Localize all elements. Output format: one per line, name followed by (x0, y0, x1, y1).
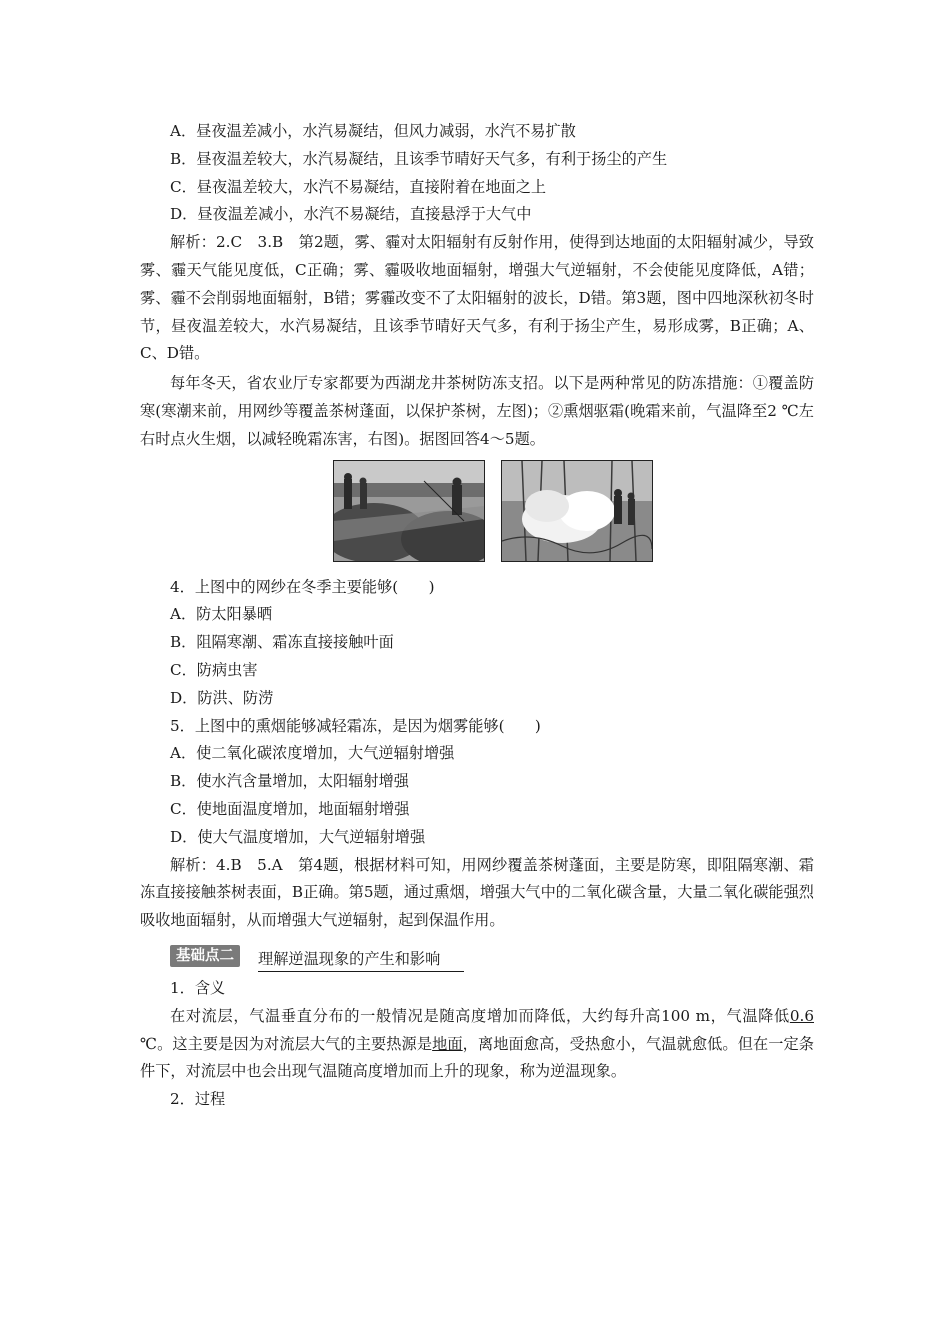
q5-option-d: D．使大气温度增加，大气逆辐射增强 (170, 827, 426, 846)
q5-option-b: B．使水汽含量增加，太阳辐射增强 (170, 772, 409, 791)
q4-stem: 4．上图中的网纱在冬季主要能够( ) (170, 577, 435, 596)
analysis-q2-q3: 解析：2.C 3.B 第2题，雾、霾对太阳辐射有反射作用，使得到达地面的太阳辐射减少，导致雾、霾天气能见度低，C正确；雾、霾吸收地面辐射，增强大气逆辐射，不会使能见度降低，A错；雾、霾不会削弱地面辐射，B错；雾霾改变不了太阳辐射的波长，D错。第3题，图中四地深秋初冬时节，昼夜温差较大，水汽易凝结，且该季节晴好天气多，有利于扬尘产生，易形成雾，B正确；A、C、D错。 (140, 233, 814, 363)
item-2-heading: 2．过程 (170, 1090, 226, 1109)
q3-option-d: D．昼夜温差减小，水汽不易凝结，直接悬浮于大气中 (170, 205, 532, 224)
q5-stem: 5．上图中的熏烟能够减轻霜冻，是因为烟雾能够( ) (170, 716, 541, 735)
section-badge: 基础点二 (170, 945, 240, 967)
section-header (140, 941, 814, 975)
lapse-rate-value: 0.6 (789, 1006, 814, 1025)
q5-option-c: C．使地面温度增加，地面辐射增强 (170, 799, 410, 818)
definition-text-1: 在对流层，气温垂直分布的一般情况是随高度增加而降低，大约每升高100 m，气温降低 (170, 1006, 790, 1025)
definition-text-3: ，离地面愈高，受热愈小，气温就愈低。但在一定条件下，对流层中也会出现气温随高度增加而上升的现象，称为逆温现象。 (140, 1034, 814, 1081)
heat-source-value: 地面 (432, 1034, 463, 1053)
analysis-q4-q5: 解析：4.B 5.A 第4题，根据材料可知，用网纱覆盖茶树蓬面，主要是防寒，即阻隔寒潮、霜冻直接接触茶树表面，B正确。第5题，通过熏烟，增强大气中的二氧化碳含量，大量二氧化碳能强烈吸收地面辐射，从而增强大气逆辐射，起到保温作用。 (140, 855, 814, 930)
definition-text-2: ℃。这主要是因为对流层大气的主要热源是 (140, 1034, 433, 1053)
document-page (140, 118, 814, 1114)
smoke-frost-photo (501, 460, 653, 562)
q4-option-b: B．阻隔寒潮、霜冻直接接触叶面 (170, 633, 394, 652)
figure-row (140, 460, 814, 568)
material-q4-q5: 每年冬天，省农业厅专家都要为西湖龙井茶树防冻支招。以下是两种常见的防冻措施：①覆盖防寒(寒潮来前，用网纱等覆盖茶树蓬面，以保护茶树，左图)；②熏烟驱霜(晚霜来前，气温降至2 ℃左右时点火生烟，以减轻晚霜冻害，右图)。据图回答4～5题。 (140, 374, 814, 448)
definition-paragraph (140, 1003, 814, 1086)
q3-option-a: A．昼夜温差减小，水汽易凝结，但风力减弱，水汽不易扩散 (170, 122, 576, 140)
q3-option-b: B．昼夜温差较大，水汽易凝结，且该季节晴好天气多，有利于扬尘的产生 (170, 149, 668, 168)
item-1-heading: 1．含义 (170, 978, 226, 997)
q4-option-a: A．防太阳暴晒 (170, 605, 273, 624)
q3-option-c: C．昼夜温差较大，水汽不易凝结，直接附着在地面之上 (170, 177, 547, 196)
q4-option-d: D．防洪、防涝 (170, 688, 274, 707)
q5-option-a: A．使二氧化碳浓度增加，大气逆辐射增强 (170, 744, 455, 763)
section-title: 理解逆温现象的产生和影响 (258, 947, 464, 972)
tea-net-cover-photo (333, 460, 485, 562)
q4-option-c: C．防病虫害 (170, 660, 258, 679)
